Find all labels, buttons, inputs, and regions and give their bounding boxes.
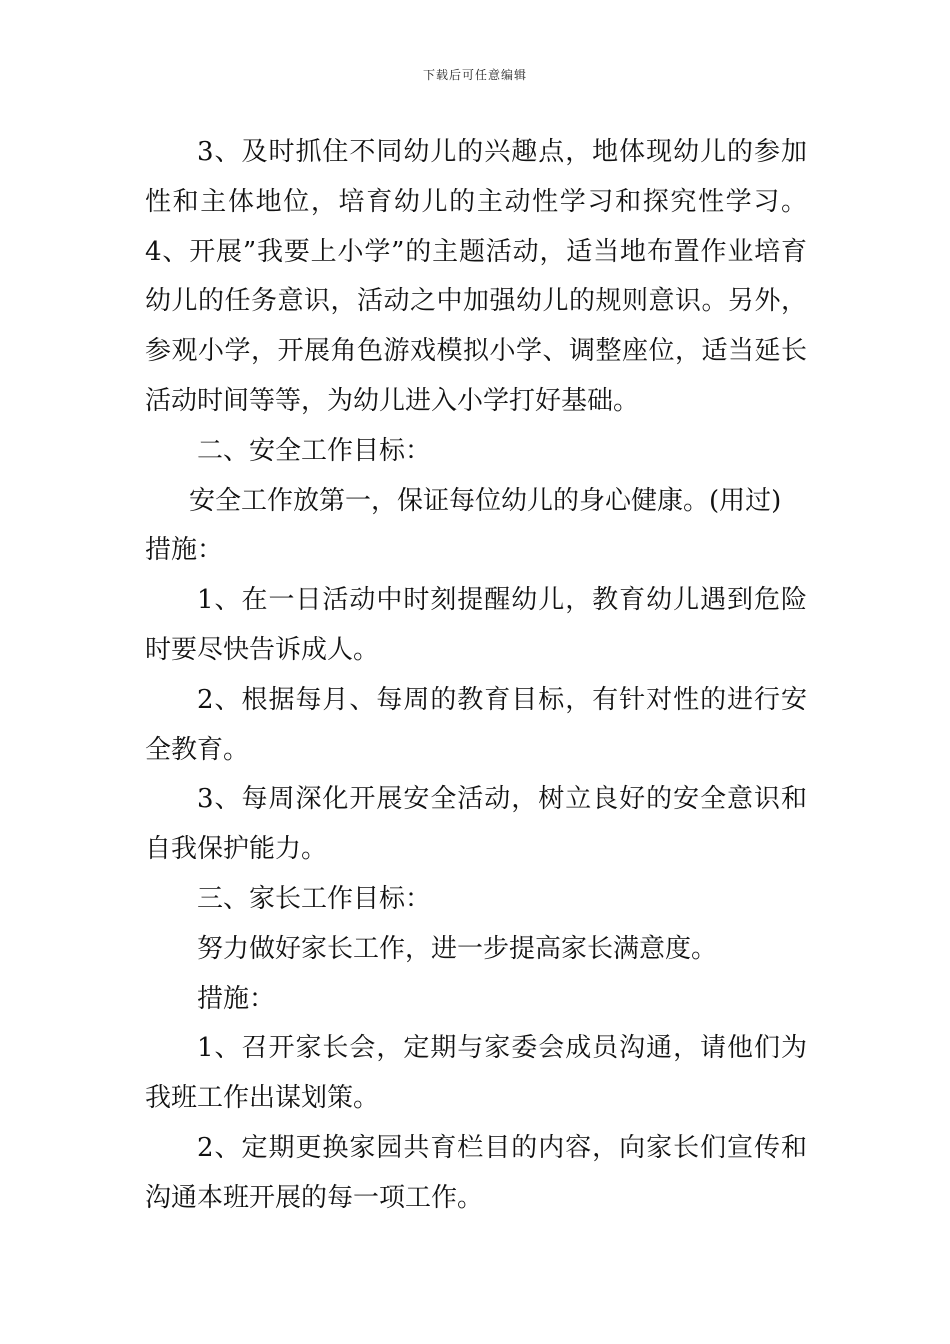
- paragraph-preschool-transition: 3、及时抓住不同幼儿的兴趣点，地体现幼儿的参加性和主体地位，培育幼儿的主动性学习和探究性学习。4、开展”我要上小学”的主题活动，适当地布置作业培育幼儿的任务意识，活动之中加强幼儿的规则意识。另外，参观小学，开展角色游戏模拟小学、调整座位，适当延长活动时间等等，为幼儿进入小学打好基础。: [145, 137, 807, 416]
- section-heading-safety: 二、安全工作目标：: [197, 435, 432, 466]
- list-item-safety-2: 2、根据每月、每周的教育目标，有针对性的进行安全教育。: [145, 684, 807, 765]
- section-heading-parents: 三、家长工作目标：: [197, 883, 432, 914]
- header-note: 下载后可任意编辑: [422, 68, 527, 82]
- paragraph-safety-goal: 安全工作放第一，保证每位幼儿的身心健康。(用过): [189, 485, 782, 516]
- document-body: [145, 128, 807, 1224]
- list-item-safety-3: 3、每周深化开展安全活动，树立良好的安全意识和自我保护能力。: [145, 784, 807, 865]
- measures-label-safety: 措施：: [145, 535, 224, 566]
- measures-label-parents: 措施：: [197, 983, 276, 1014]
- list-item-parents-2: 2、定期更换家园共育栏目的内容，向家长们宣传和沟通本班开展的每一项工作。: [145, 1132, 807, 1213]
- list-item-parents-1: 1、召开家长会，定期与家委会成员沟通，请他们为我班工作出谋划策。: [145, 1033, 807, 1114]
- paragraph-parents-goal: 努力做好家长工作，进一步提高家长满意度。: [197, 933, 718, 964]
- list-item-safety-1: 1、在一日活动中时刻提醒幼儿，教育幼儿遇到危险时要尽快告诉成人。: [145, 585, 807, 665]
